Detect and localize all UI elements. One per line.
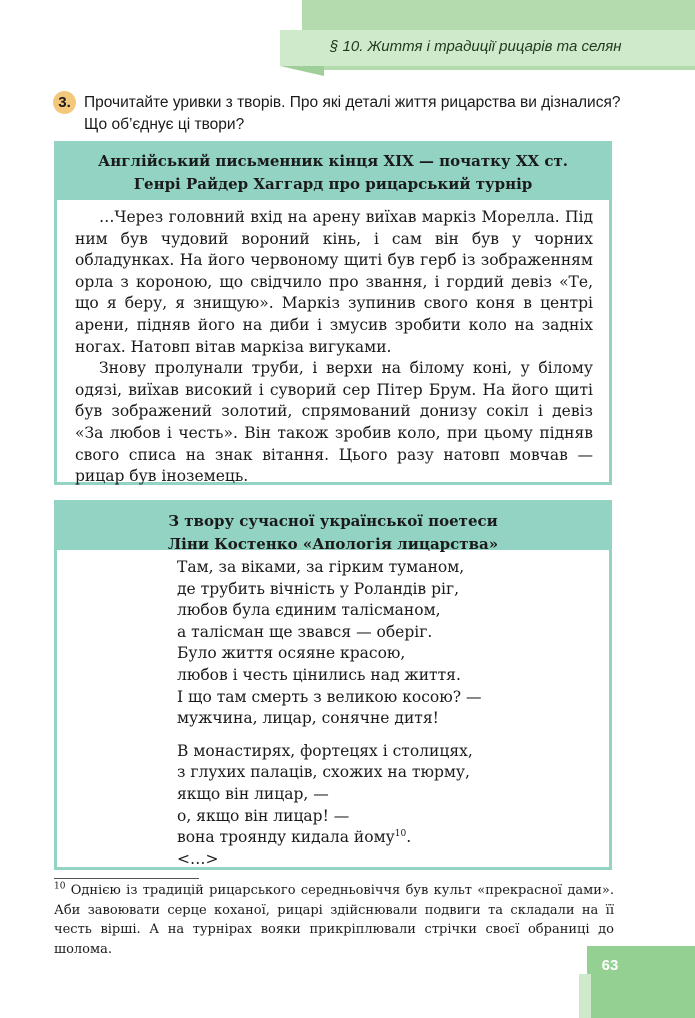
poem-line: любов і честь цінились над життя.: [177, 665, 461, 684]
poem-ellipsis: <…>: [177, 849, 219, 868]
poem-line-text: вона троянду кидала йому: [177, 828, 395, 847]
poem-line: а талісман ще звався — оберіг.: [177, 622, 433, 641]
section-title: § 10. Життя і традиції рицарів та селян: [330, 38, 622, 55]
excerpt-heading: [57, 144, 609, 200]
poem-line: о, якщо він лицар! —: [177, 806, 350, 825]
poem-line: з глухих палаців, схожих на тюрму,: [177, 763, 470, 782]
poem-line: де трубить вічність у Роландів ріг,: [177, 579, 460, 598]
poem-line: І що там смерть з великою косою? —: [177, 687, 482, 706]
excerpt-heading-line1: Англійський письменник кінця XIX — початку XX ст.: [98, 152, 568, 170]
poem-line-punct: .: [406, 828, 412, 847]
question-number-badge: 3.: [53, 91, 76, 114]
poem: [57, 550, 609, 870]
excerpt-box-haggard: [54, 141, 612, 485]
poem-line: якщо він лицар, —: [177, 784, 329, 803]
poem-line: мужчина, лицар, сонячне дитя!: [177, 709, 439, 728]
poem-line: Було життя осяяне красою,: [177, 644, 406, 663]
footnote-number: 10: [54, 881, 66, 892]
footnote-ref: 10: [394, 828, 407, 839]
footnote-rule: [54, 878, 199, 879]
page-side-strip: [579, 974, 591, 1018]
poem-line: [177, 827, 609, 849]
page-number: 63: [601, 957, 619, 974]
header-notch: [280, 66, 324, 76]
poem-stanza: [177, 741, 609, 871]
poem-stanza: [177, 557, 609, 730]
poem-line: любов була єдиним талісманом,: [177, 601, 441, 620]
poem-heading: [57, 503, 609, 553]
question-text: Прочитайте уривки з творів. Про які деталі життя рицарства ви дізналися? Що об’єднує ці твори?: [84, 94, 621, 133]
poem-heading-line1: З твору сучасної української поетеси: [168, 512, 498, 530]
excerpt-paragraph: Знову пролунали труби, і верхи на білому коні, у білому одязі, виїхав високий і суворий сер Пітер Брум. На його щиті був зображений золотий, спрямований донизу сокіл і девіз «За любов і честь». Він також зробив коло, при цьому підняв свого списа на знак вітання. Цього разу натовп мовчав — рицар був іноземець.: [75, 359, 593, 486]
poem-line: В монастирях, фортецях і столицях,: [177, 741, 473, 760]
excerpt-heading-line2: Генрі Райдер Хаггард про рицарський турнір: [133, 175, 533, 193]
poem-line: Там, за віками, за гірким туманом,: [177, 558, 465, 576]
footnote: [54, 881, 614, 959]
excerpt-text: [57, 200, 609, 488]
excerpt-paragraph: …Через головний вхід на арену виїхав маркіз Морелла. Під ним був чудовий вороний кінь, і сам він був у чорних обладунках. На його червоному щиті був герб із зображенням орла з короною, що свідчило про звання, і гордий девіз «Те, що я беру, я знищую». Маркіз зупинив свого коня в центрі арени, підняв його на диби і змусив зробити коло на задніх ногах. Натовп вітав маркіза вигуками.: [75, 208, 593, 356]
poem-heading-line2: Ліни Костенко «Апологія лицарства»: [167, 535, 499, 553]
excerpt-box-kostenko: [54, 500, 612, 870]
footnote-text: Однією із традицій рицарського середньовіччя був культ «прекрасної дами». Аби завоювати серце коханої, рицарі здійснювали подвиги та складали на її честь вірші. А на турнірах вояки прикріплювали стрічки своєї обраниці до шолома.: [54, 883, 614, 957]
